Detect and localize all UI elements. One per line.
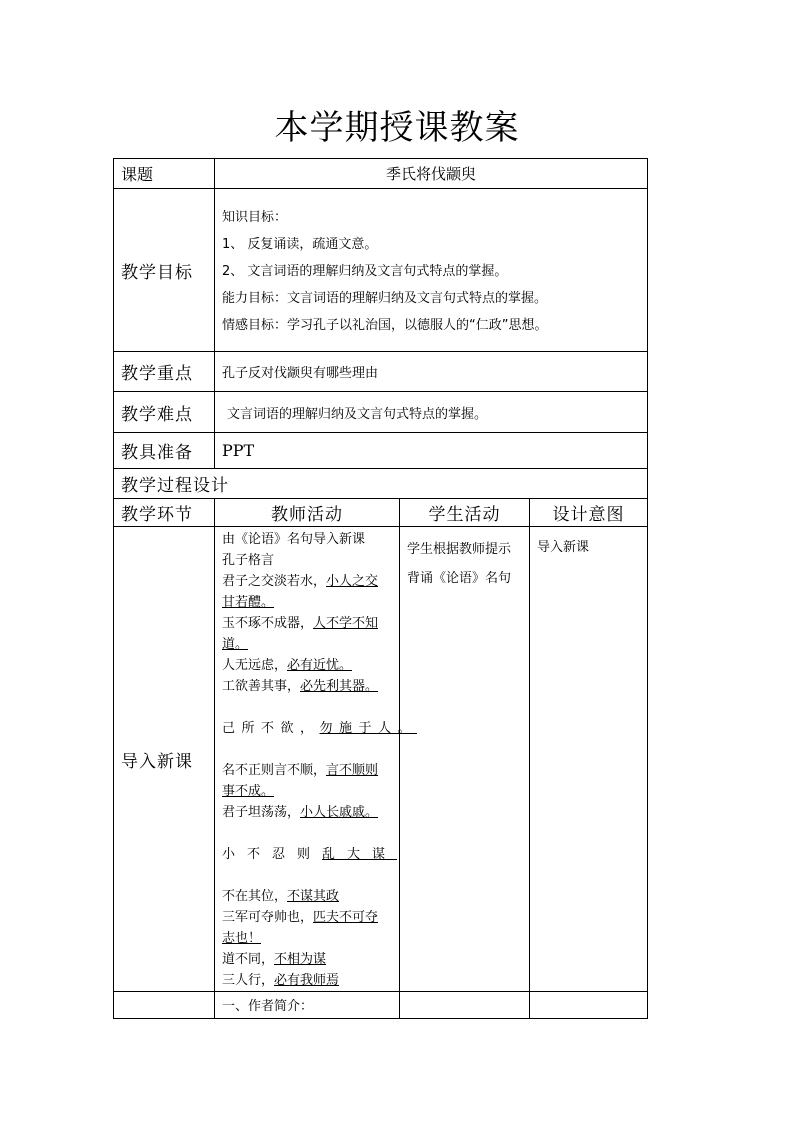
objective-line: 知识目标：: [222, 209, 288, 225]
student-line: 背诵《论语》名句: [407, 571, 512, 586]
quote-line: 君子坦荡荡，小人长戚戚。: [222, 805, 379, 820]
topic-label: 课题: [114, 159, 215, 189]
author-row: [114, 992, 648, 1019]
objectives-row: [114, 189, 648, 352]
objectives-content: [215, 189, 648, 352]
topic-row: [114, 159, 648, 189]
header-teacher: 教师活动: [215, 499, 400, 527]
teacher-line: 孔子格言: [222, 553, 275, 568]
empty-cell: [114, 992, 215, 1019]
quote-line: 君子之交淡若水，小人之交: [222, 574, 379, 589]
quote-line: 名不正则言不顺，言不顺则: [222, 763, 379, 778]
materials-row: [114, 433, 648, 469]
student-activity: [400, 527, 530, 992]
process-label: 教学过程设计: [114, 469, 648, 499]
quote-line: 道不同，不相为谋: [222, 952, 327, 967]
quote-line: 志也！: [222, 931, 262, 946]
quote-line: 己所不欲，勿施于人。: [222, 721, 418, 736]
objective-line: 情感目标：学习孔子以礼治国，以德服人的“仁政”思想。: [222, 317, 548, 333]
quote-line: 道。: [222, 637, 249, 652]
quote-line: 事不成。: [222, 784, 275, 799]
teacher-line: 由《论语》名句导入新课: [222, 532, 366, 547]
key-points-row: [114, 352, 648, 392]
difficulties-row: [114, 392, 648, 433]
column-header-row: [114, 499, 648, 527]
teacher-activity: [215, 527, 418, 992]
objective-line: 1、 反复诵读，疏通文意。: [222, 236, 378, 252]
lesson-plan-table: [113, 158, 648, 1019]
key-points-value: 孔子反对伐颛臾有哪些理由: [215, 352, 648, 392]
student-line: 学生根据教师提示: [407, 542, 512, 557]
empty-cell: [400, 992, 530, 1019]
materials-label: 教具准备: [114, 433, 215, 469]
difficulties-value: 文言词语的理解归纳及文言句式特点的掌握。: [215, 392, 648, 433]
quote-line: 三人行，必有我师焉: [222, 973, 340, 988]
objective-line: 2、 文言词语的理解归纳及文言句式特点的掌握。: [222, 263, 508, 279]
topic-value: 季氏将伐颛臾: [215, 159, 648, 189]
quote-line: 玉不琢不成器，人不学不知: [222, 616, 379, 631]
intro-stage-label: 导入新课: [114, 527, 215, 992]
header-intent: 设计意图: [530, 499, 648, 527]
objectives-label: 教学目标: [114, 189, 215, 352]
materials-value: PPT: [215, 433, 648, 469]
quote-line: 人无远虑，必有近忧。: [222, 658, 353, 673]
empty-cell: [530, 992, 648, 1019]
author-intro-label: 一、作者简介：: [215, 992, 400, 1019]
design-intent: 导入新课: [530, 527, 648, 992]
difficulties-label: 教学难点: [114, 392, 215, 433]
page-title: 本学期授课教案: [274, 108, 520, 148]
header-stage: 教学环节: [114, 499, 215, 527]
process-row: [114, 469, 648, 499]
key-points-label: 教学重点: [114, 352, 215, 392]
quote-line: 不在其位，不谋其政: [222, 889, 340, 904]
quote-line: 三军可夺帅也，匹夫不可夺: [222, 910, 379, 925]
intro-row: [114, 527, 648, 992]
header-student: 学生活动: [400, 499, 530, 527]
objective-line: 能力目标：文言词语的理解归纳及文言句式特点的掌握。: [222, 290, 548, 306]
quote-line: 甘若醴。: [222, 595, 275, 610]
quote-line: 小不忍则乱大谋: [222, 847, 398, 862]
quote-line: 工欲善其事，必先利其器。: [222, 679, 379, 694]
